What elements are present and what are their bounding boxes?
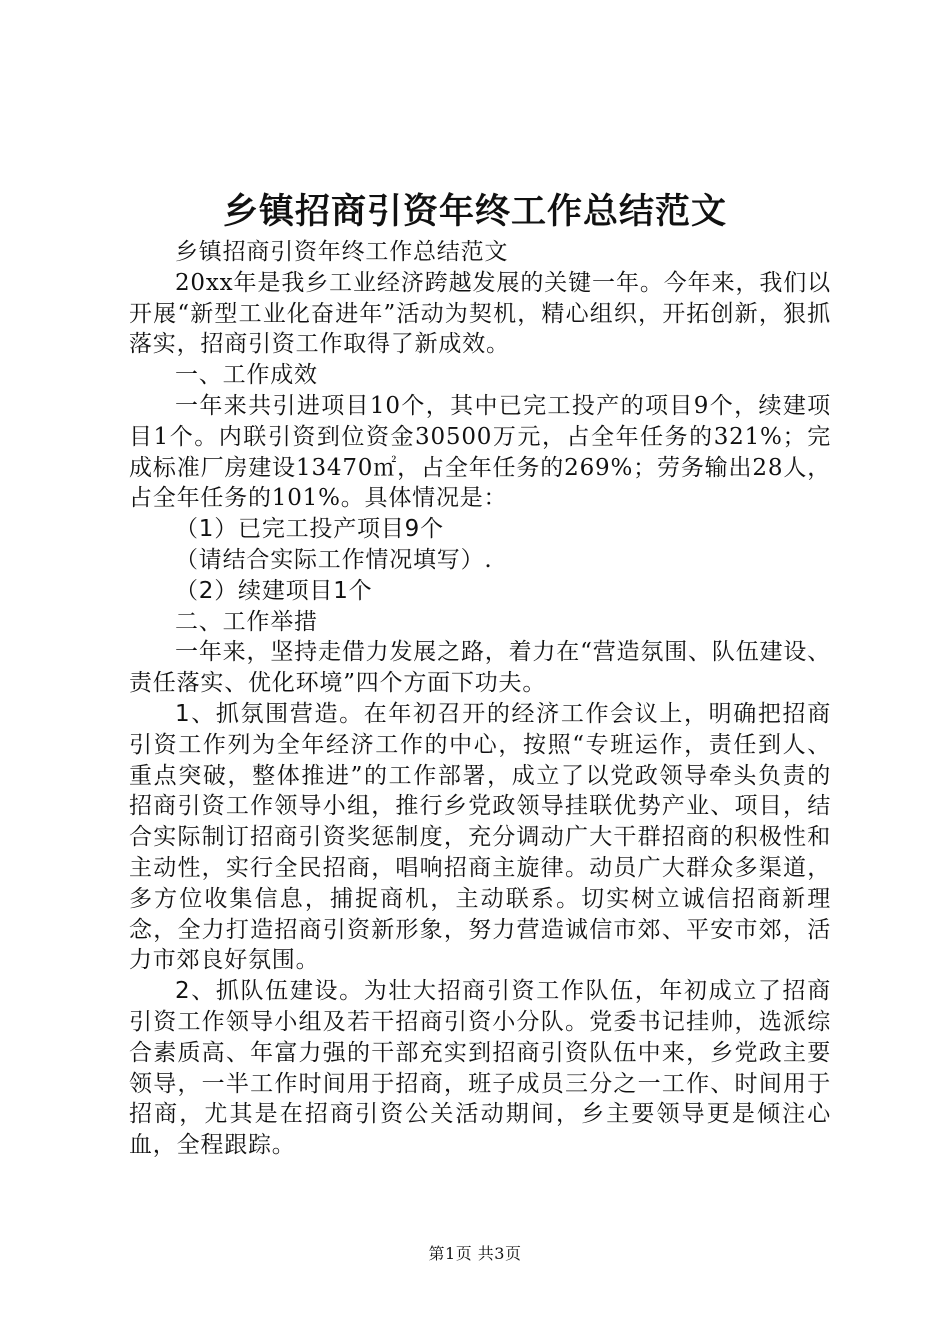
- measure-1-lead: 1、抓氛围营造。: [175, 700, 364, 727]
- results-paragraph: 一年来共引进项目10个，其中已完工投产的项目9个，续建项目1个。内联引资到位资金30500万元，占全年任务的321%；完成标准厂房建设13470㎡，占全年任务的269%；劳务输出28人，占全年任务的101%。具体情况是：: [129, 392, 831, 512]
- measures-paragraph: 一年来，坚持走借力发展之路，着力在“营造氛围、队伍建设、责任落实、优化环境”四个方面下功夫。: [129, 639, 831, 697]
- document-body: [129, 237, 831, 1161]
- subtitle-paragraph: 乡镇招商引资年终工作总结范文: [175, 239, 509, 265]
- document-title: 乡镇招商引资年终工作总结范文: [222, 192, 727, 232]
- measure-2-text: 为壮大招商引资工作队伍，年初成立了招商引资工作领导小组及若干招商引资小分队。党委书记挂帅，选派综合素质高、年富力强的干部充实到招商引资队伍中来，乡党政主要领导，一半工作时间用于招商，班子成员三分之一工作、时间用于招商，尤其是在招商引资公关活动期间，乡主要领导更是倾注心血，全程跟踪。: [129, 978, 831, 1159]
- measure-1-paragraph: [129, 699, 831, 976]
- measure-2-lead: 2、抓队伍建设。: [175, 978, 364, 1005]
- subheading-completed-projects: （1）已完工投产项目9个: [175, 516, 444, 543]
- subheading-continuing-projects: （2）续建项目1个: [175, 577, 373, 604]
- page-footer: 第1页 共3页: [428, 1244, 522, 1263]
- section-heading-measures: 二、工作举措: [175, 608, 318, 635]
- intro-paragraph: 20xx年是我乡工业经济跨越发展的关键一年。今年来，我们以开展“新型工业化奋进年”活动为契机，精心组织，开拓创新，狠抓落实，招商引资工作取得了新成效。: [129, 269, 831, 358]
- note-paragraph: （请结合实际工作情况填写）.: [175, 546, 493, 573]
- measure-1-text: 在年初召开的经济工作会议上，明确把招商引资工作列为全年经济工作的中心，按照“专班运作，责任到人、重点突破，整体推进”的工作部署，成立了以党政领导牵头负责的招商引资工作领导小组，推行乡党政领导挂联优势产业、项目，结合实际制订招商引资奖惩制度，充分调动广大干群招商的积极性和主动性，实行全民招商，唱响招商主旋律。动员广大群众多渠道，多方位收集信息，捕捉商机，主动联系。切实树立诚信招商新理念，全力打造招商引资新形象，努力营造诚信市郊、平安市郊，活力市郊良好氛围。: [129, 700, 831, 974]
- measure-2-paragraph: [129, 976, 831, 1161]
- section-heading-results: 一、工作成效: [175, 362, 318, 389]
